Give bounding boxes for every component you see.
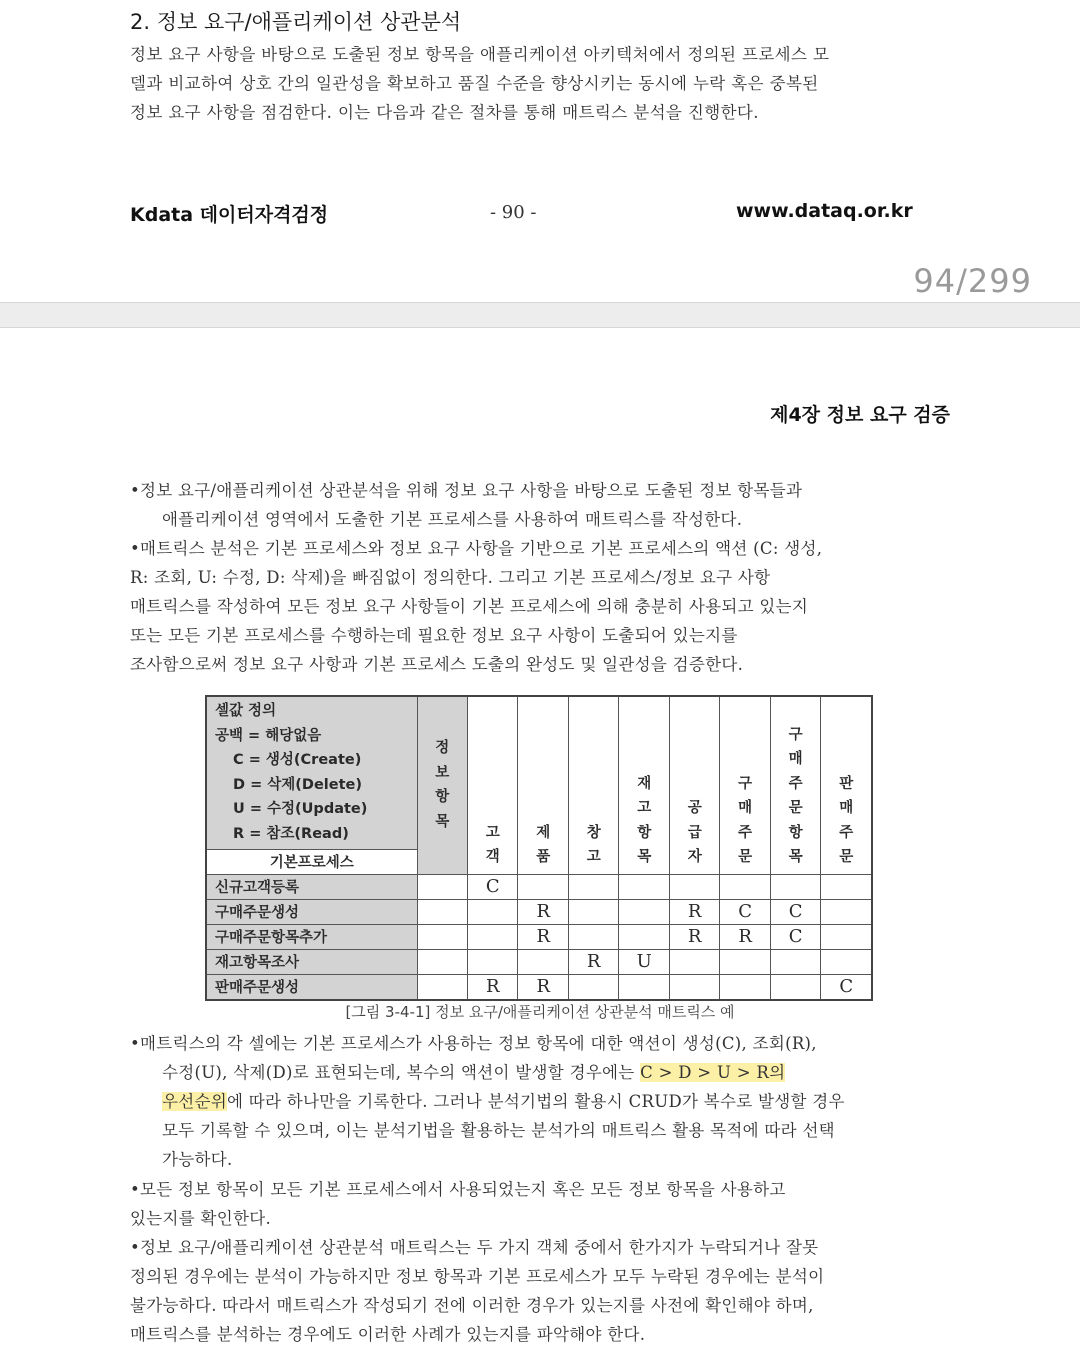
matrix-cell: U	[619, 949, 670, 974]
info-item-spacer-cell	[417, 949, 467, 974]
matrix-cell	[568, 974, 618, 1000]
matrix-cell	[669, 949, 719, 974]
page-separator	[0, 302, 1080, 328]
bullet-line: 조사함으로써 정보 요구 사항과 기본 프로세스 도출의 완성도 및 일관성을 검증한다.	[130, 655, 744, 674]
bullet-line: 있는지를 확인한다.	[130, 1209, 272, 1228]
process-header: 기본프로세스	[206, 849, 417, 874]
matrix-cell: C	[821, 974, 872, 1000]
matrix-cell	[770, 949, 820, 974]
matrix-cell: C	[770, 899, 820, 924]
chapter-title: 제4장 정보 요구 검증	[770, 404, 950, 426]
bullet-line: 매트릭스를 작성하여 모든 정보 요구 사항들이 기본 프로세스에 의해 충분히 사용되고 있는지	[130, 597, 809, 616]
matrix-cell	[770, 874, 820, 899]
bullet-line	[130, 1087, 952, 1116]
matrix-cell	[518, 874, 568, 899]
matrix-cell: R	[669, 899, 719, 924]
bullet-2	[130, 534, 952, 679]
matrix-row	[206, 899, 872, 924]
matrix-row	[206, 949, 872, 974]
legend-line: C = 생성(Create)	[233, 752, 362, 769]
matrix-cell	[720, 874, 770, 899]
matrix-row	[206, 974, 872, 1000]
process-label: 구매주문생성	[206, 899, 417, 924]
matrix-cell	[821, 924, 872, 949]
matrix-cell	[821, 874, 872, 899]
matrix-cell	[821, 949, 872, 974]
matrix-cell	[720, 949, 770, 974]
bullet-line	[130, 1058, 952, 1087]
legend-cell	[206, 696, 417, 849]
matrix-cell	[821, 899, 872, 924]
paragraph-line: 정보 요구 사항을 점검한다. 이는 다음과 같은 절차를 통해 매트릭스 분석을 진행한다.	[130, 103, 759, 122]
highlighted-text: 우선순위	[162, 1092, 227, 1111]
legend-line: R = 참조(Read)	[233, 825, 349, 842]
info-item-header: 정 보 항 목	[417, 696, 467, 874]
column-header: 재 고 항 목	[619, 696, 670, 874]
figure-caption: [그림 3-4-1] 정보 요구/애플리케이션 상관분석 매트릭스 예	[345, 1003, 735, 1021]
process-label: 재고항목조사	[206, 949, 417, 974]
matrix-cell	[468, 924, 518, 949]
info-item-spacer-cell	[417, 974, 467, 1000]
bullet-1	[130, 476, 952, 534]
matrix-cell: R	[518, 924, 568, 949]
bullet-line: •정보 요구/애플리케이션 상관분석을 위해 정보 요구 사항을 바탕으로 도출된 정보 항목들과	[130, 481, 803, 500]
bullet-3	[130, 1029, 952, 1174]
footer-left: Kdata 데이터자격검정	[130, 204, 329, 226]
bullet-line: 모두 기록할 수 있으며, 이는 분석기법을 활용하는 분석가의 매트릭스 활용 목적에 따라 선택	[162, 1121, 835, 1140]
bullet-line: 가능하다.	[162, 1150, 233, 1169]
matrix-cell: R	[468, 974, 518, 1000]
process-label: 구매주문항목추가	[206, 924, 417, 949]
matrix-cell	[568, 899, 618, 924]
matrix-cell: C	[770, 924, 820, 949]
paragraph-line: 델과 비교하여 상호 간의 일관성을 확보하고 품질 수준을 향상시키는 동시에 누락 혹은 중복된	[130, 74, 819, 93]
bullet-4	[130, 1175, 952, 1233]
matrix-cell	[669, 874, 719, 899]
column-header: 구 매 주 문 항 목	[770, 696, 820, 874]
matrix-cell	[619, 924, 670, 949]
matrix-cell	[619, 874, 670, 899]
legend-line: D = 삭제(Delete)	[233, 776, 362, 793]
matrix-cell: R	[568, 949, 618, 974]
matrix-cell	[669, 974, 719, 1000]
matrix-cell: C	[720, 899, 770, 924]
bullet-line: •정보 요구/애플리케이션 상관분석 매트릭스는 두 가지 객체 중에서 한가지가 누락되거나 잘못	[130, 1238, 819, 1257]
bullet-line: R: 조회, U: 수정, D: 삭제)을 빠짐없이 정의한다. 그리고 기본 프로세스/정보 요구 사항	[130, 568, 771, 587]
footer-page-number: - 90 -	[490, 202, 537, 223]
matrix-cell	[619, 899, 670, 924]
page-counter: 94/299	[913, 262, 1032, 300]
info-item-spacer-cell	[417, 899, 467, 924]
matrix-row	[206, 874, 872, 899]
bullet-5	[130, 1233, 952, 1349]
matrix-cell: R	[518, 974, 568, 1000]
bullet-line: 또는 모든 기본 프로세스를 수행하는데 필요한 정보 요구 사항이 도출되어 있는지를	[130, 626, 738, 645]
bullet-line: 매트릭스를 분석하는 경우에도 이러한 사례가 있는지를 파악해야 한다.	[130, 1325, 646, 1344]
bullet-text: 에 따라 하나만을 기록한다. 그러나 분석기법의 활용시 CRUD가 복수로 발생할 경우	[226, 1092, 845, 1111]
info-item-spacer-cell	[417, 924, 467, 949]
process-label: 신규고객등록	[206, 874, 417, 899]
matrix-cell	[568, 874, 618, 899]
matrix-cell: C	[468, 874, 518, 899]
bullet-line: 정의된 경우에는 분석이 가능하지만 정보 항목과 기본 프로세스가 모두 누락된 경우에는 분석이	[130, 1267, 825, 1286]
bullet-line: 애플리케이션 영역에서 도출한 기본 프로세스를 사용하여 매트릭스를 작성한다.	[162, 510, 743, 529]
matrix-cell: R	[518, 899, 568, 924]
info-item-spacer-cell	[417, 874, 467, 899]
bullet-line: •매트릭스 분석은 기본 프로세스와 정보 요구 사항을 기반으로 기본 프로세스의 액션 (C: 생성,	[130, 539, 823, 558]
matrix-cell: R	[720, 924, 770, 949]
process-label: 판매주문생성	[206, 974, 417, 1000]
legend-line: 셀값 정의	[215, 703, 277, 719]
column-header: 고 객	[468, 696, 518, 874]
section-paragraph	[130, 40, 952, 127]
footer-right: www.dataq.or.kr	[736, 200, 913, 222]
legend-line: U = 수정(Update)	[233, 801, 368, 818]
column-header: 창 고	[568, 696, 618, 874]
matrix-cell	[720, 974, 770, 1000]
matrix-cell	[619, 974, 670, 1000]
column-header: 제 품	[518, 696, 568, 874]
legend-line: 공백 = 해당없음	[215, 727, 322, 744]
matrix-cell	[770, 974, 820, 1000]
bullet-line: 불가능하다. 따라서 매트릭스가 작성되기 전에 이러한 경우가 있는지를 사전에 확인해야 하며,	[130, 1296, 814, 1315]
column-header: 구 매 주 문	[720, 696, 770, 874]
crud-matrix	[205, 695, 873, 1001]
previous-page	[0, 0, 1080, 300]
highlighted-text: C > D > U > R의	[640, 1063, 786, 1082]
matrix-cell	[518, 949, 568, 974]
matrix-cell	[568, 924, 618, 949]
section-heading: 2. 정보 요구/애플리케이션 상관분석	[130, 10, 462, 34]
matrix-row	[206, 924, 872, 949]
column-header: 공 급 자	[669, 696, 719, 874]
matrix-cell	[468, 949, 518, 974]
bullet-line: •모든 정보 항목이 모든 기본 프로세스에서 사용되었는지 혹은 모든 정보 항목을 사용하고	[130, 1180, 786, 1199]
bullet-text: 수정(U), 삭제(D)로 표현되는데, 복수의 액션이 발생할 경우에는	[162, 1063, 641, 1082]
column-header: 판 매 주 문	[821, 696, 872, 874]
paragraph-line: 정보 요구 사항을 바탕으로 도출된 정보 항목을 애플리케이션 아키텍처에서 정의된 프로세스 모	[130, 45, 830, 64]
matrix-cell: R	[669, 924, 719, 949]
bullet-line: •매트릭스의 각 셀에는 기본 프로세스가 사용하는 정보 항목에 대한 액션이 생성(C), 조회(R),	[130, 1034, 817, 1053]
matrix-cell	[468, 899, 518, 924]
